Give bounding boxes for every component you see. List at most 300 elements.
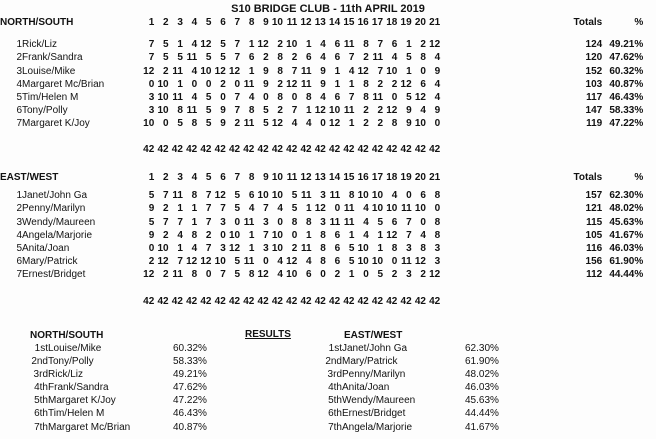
board-score: 12 xyxy=(157,256,169,268)
board-score: 5 xyxy=(148,190,155,202)
results-table xyxy=(0,342,237,434)
board-score: 5 xyxy=(205,52,212,64)
board-score: 1 xyxy=(248,39,255,51)
board-score: 12 xyxy=(143,65,155,77)
board-score: 0 xyxy=(291,92,298,104)
result-place: 1st xyxy=(328,343,342,354)
result-row xyxy=(295,407,529,420)
board-score: 4 xyxy=(191,92,198,104)
board-score: 8 xyxy=(277,52,283,64)
column-sum: 42 xyxy=(228,295,241,307)
column-sum: 42 xyxy=(400,143,412,155)
board-score: 5 xyxy=(163,52,169,64)
board-score: 3 xyxy=(220,216,226,228)
board-score: 12 xyxy=(329,118,341,130)
board-score: 4 xyxy=(348,65,355,77)
board-score: 7 xyxy=(205,243,212,255)
board-score: 4 xyxy=(320,39,326,51)
column-sum: 42 xyxy=(314,143,326,155)
pair-row xyxy=(0,189,643,202)
matrix-header-row xyxy=(0,171,643,184)
pair-percent: 45.63% xyxy=(609,216,644,228)
result-pair-name: Janet/John Ga xyxy=(342,343,408,354)
percent-header: % xyxy=(634,172,644,183)
pair-percent: 61.90% xyxy=(609,256,644,268)
page-title: S10 BRIDGE CLUB - 11th APRIL 2019 xyxy=(231,3,425,15)
board-score: 10 xyxy=(214,256,226,268)
board-score: 12 xyxy=(200,256,212,268)
column-sum: 42 xyxy=(314,295,326,307)
board-number-header: 20 xyxy=(414,17,426,28)
pair-rank: 2 xyxy=(16,52,22,64)
column-sum: 42 xyxy=(143,295,155,307)
board-score: 5 xyxy=(177,118,183,130)
board-score: 8 xyxy=(420,243,426,255)
board-score: 7 xyxy=(220,269,226,281)
board-score: 2 xyxy=(163,229,169,241)
column-sum: 42 xyxy=(243,295,255,307)
board-score: 4 xyxy=(248,203,255,215)
board-score: 1 xyxy=(306,203,312,215)
board-score: 6 xyxy=(248,190,255,202)
board-score: 7 xyxy=(205,216,212,228)
board-number-header: 7 xyxy=(234,172,241,183)
board-number-header: 7 xyxy=(234,17,241,28)
result-row xyxy=(295,394,529,407)
result-percent: 46.03% xyxy=(465,382,499,394)
board-score: 11 xyxy=(343,39,355,51)
board-score: 7 xyxy=(291,105,298,117)
pair-total: 147 xyxy=(585,105,603,117)
board-score: 7 xyxy=(263,229,269,241)
board-score: 4 xyxy=(191,243,198,255)
result-place: 4th xyxy=(34,382,48,394)
board-score: 2 xyxy=(234,118,241,130)
board-score: 7 xyxy=(234,92,241,104)
board-score: 5 xyxy=(220,52,226,64)
board-score: 5 xyxy=(177,52,183,64)
board-score: 12 xyxy=(314,105,326,117)
board-score: 9 xyxy=(320,78,326,90)
board-score: 7 xyxy=(291,65,298,77)
board-score: 4 xyxy=(291,118,298,130)
board-score: 10 xyxy=(157,78,169,90)
board-score: 10 xyxy=(257,190,269,202)
column-sum: 42 xyxy=(171,295,183,307)
board-score: 3 xyxy=(434,243,441,255)
result-pair-name: Rick/Liz xyxy=(48,369,84,381)
board-score: 0 xyxy=(391,92,398,104)
board-number-header: 19 xyxy=(400,172,412,183)
board-score: 6 xyxy=(306,269,312,281)
result-percent: 47.22% xyxy=(173,395,207,407)
pair-rank: 4 xyxy=(16,229,22,241)
board-score: 7 xyxy=(163,190,169,202)
board-score: 6 xyxy=(306,52,312,64)
result-pair-name: Tim/Helen M xyxy=(48,408,105,420)
pair-row xyxy=(0,51,643,64)
pair-rank: 1 xyxy=(16,190,22,202)
board-score: 8 xyxy=(434,216,441,228)
pair-name: Angela/Marjorie xyxy=(22,229,93,241)
board-score: 5 xyxy=(234,203,241,215)
board-number-header: 8 xyxy=(248,17,255,28)
board-score: 5 xyxy=(291,203,298,215)
board-score: 2 xyxy=(220,78,226,90)
board-score: 0 xyxy=(420,216,426,228)
board-score: 12 xyxy=(400,78,412,90)
board-score: 5 xyxy=(291,190,298,202)
board-score: 4 xyxy=(191,65,198,77)
board-score: 9 xyxy=(148,203,155,215)
section-heading: EAST/WEST xyxy=(0,172,59,183)
pair-rank: 3 xyxy=(16,65,22,77)
result-percent: 44.44% xyxy=(465,408,499,420)
board-score: 7 xyxy=(406,229,412,241)
board-score: 3 xyxy=(148,105,155,117)
board-score: 0 xyxy=(363,269,369,281)
column-sum: 42 xyxy=(429,143,441,155)
board-score: 3 xyxy=(406,269,412,281)
board-score: 0 xyxy=(263,92,269,104)
board-score: 10 xyxy=(371,190,384,202)
board-score: 3 xyxy=(320,190,326,202)
board-number-header: 17 xyxy=(371,17,384,28)
pair-rank: 2 xyxy=(16,203,22,215)
board-score: 4 xyxy=(363,229,369,241)
column-sum: 42 xyxy=(286,143,298,155)
board-score: 9 xyxy=(434,105,441,117)
board-score: 10 xyxy=(143,118,155,130)
pair-rank: 4 xyxy=(16,78,22,90)
board-number-header: 20 xyxy=(414,172,426,183)
board-score: 7 xyxy=(348,52,355,64)
board-score: 7 xyxy=(234,105,241,117)
board-number-header: 3 xyxy=(177,172,183,183)
board-score: 2 xyxy=(420,269,426,281)
board-score: 4 xyxy=(191,39,198,51)
board-score: 8 xyxy=(363,92,369,104)
board-score: 1 xyxy=(377,229,384,241)
board-score: 11 xyxy=(300,65,312,77)
totals-header: Totals xyxy=(573,172,603,183)
board-score: 10 xyxy=(386,203,398,215)
pair-name: Rick/Liz xyxy=(22,39,58,51)
board-score: 8 xyxy=(391,118,398,130)
column-sum: 42 xyxy=(271,295,283,307)
board-score: 8 xyxy=(191,229,198,241)
column-sum: 42 xyxy=(414,295,426,307)
result-pair-name: Margaret K/Joy xyxy=(48,395,116,407)
board-score: 9 xyxy=(406,118,412,130)
pair-name: Frank/Sandra xyxy=(22,52,83,64)
result-percent: 60.32% xyxy=(173,343,207,354)
board-score: 7 xyxy=(205,203,212,215)
board-number-header: 1 xyxy=(148,17,155,28)
board-score: 11 xyxy=(343,203,355,215)
board-score: 8 xyxy=(348,190,355,202)
pair-row xyxy=(0,229,643,242)
board-score: 2 xyxy=(377,78,384,90)
column-sum: 42 xyxy=(357,143,369,155)
pair-total: 121 xyxy=(585,203,603,215)
board-score: 7 xyxy=(163,216,169,228)
board-score: 4 xyxy=(248,92,255,104)
board-score: 11 xyxy=(243,216,255,228)
board-score: 8 xyxy=(363,78,369,90)
pair-name: Tony/Polly xyxy=(22,105,68,117)
pair-row xyxy=(0,216,643,229)
board-score: 9 xyxy=(263,78,269,90)
board-score: 11 xyxy=(343,216,355,228)
board-score: 1 xyxy=(334,65,341,77)
column-sum: 42 xyxy=(157,143,169,155)
board-score: 7 xyxy=(263,203,269,215)
board-number-header: 21 xyxy=(429,172,441,183)
board-score: 12 xyxy=(314,203,326,215)
board-score: 7 xyxy=(220,203,226,215)
board-score: 1 xyxy=(348,269,355,281)
result-percent: 46.43% xyxy=(173,408,207,420)
board-score: 2 xyxy=(277,78,283,90)
percent-header: % xyxy=(634,17,644,28)
board-score: 7 xyxy=(205,190,212,202)
result-percent: 48.02% xyxy=(465,369,499,381)
board-score: 0 xyxy=(148,243,155,255)
board-score: 8 xyxy=(320,256,326,268)
pair-total: 120 xyxy=(585,52,603,64)
board-score: 6 xyxy=(334,39,341,51)
board-score: 8 xyxy=(248,269,255,281)
board-score: 7 xyxy=(234,52,241,64)
result-place: 3rd xyxy=(33,369,48,381)
pair-rank: 1 xyxy=(16,39,22,51)
pair-percent: 46.03% xyxy=(609,243,644,255)
board-score: 12 xyxy=(414,92,426,104)
board-score: 8 xyxy=(191,269,198,281)
board-score: 11 xyxy=(186,52,198,64)
pair-total: 157 xyxy=(585,190,603,202)
board-score: 4 xyxy=(277,203,283,215)
board-score: 10 xyxy=(357,243,369,255)
result-pair-name: Anita/Joan xyxy=(342,382,390,394)
board-score: 0 xyxy=(434,118,441,130)
board-score: 0 xyxy=(220,229,226,241)
board-score: 7 xyxy=(377,65,384,77)
result-row xyxy=(0,394,237,407)
board-score: 9 xyxy=(406,105,412,117)
column-sum: 42 xyxy=(343,295,355,307)
board-score: 0 xyxy=(234,216,241,228)
board-score: 5 xyxy=(205,92,212,104)
pair-row xyxy=(0,202,643,215)
results-heading: RESULTS xyxy=(245,329,291,340)
board-score: 12 xyxy=(271,118,283,130)
board-score: 0 xyxy=(420,65,426,77)
board-score: 5 xyxy=(263,105,269,117)
column-sum: 42 xyxy=(171,143,183,155)
board-number-header: 9 xyxy=(263,17,269,28)
board-score: 11 xyxy=(401,203,412,215)
result-place: 6th xyxy=(34,408,48,420)
board-score: 0 xyxy=(320,269,326,281)
results-column-heading: EAST/WEST xyxy=(344,330,403,341)
pair-total: 116 xyxy=(586,243,603,255)
board-score: 5 xyxy=(263,118,269,130)
board-score: 5 xyxy=(205,105,212,117)
board-number-header: 12 xyxy=(300,172,312,183)
board-score: 12 xyxy=(257,39,269,51)
board-score: 12 xyxy=(228,65,241,77)
pair-total: 156 xyxy=(585,256,603,268)
board-score: 8 xyxy=(277,65,283,77)
board-score: 7 xyxy=(406,216,412,228)
board-number-header: 8 xyxy=(248,172,255,183)
board-score: 1 xyxy=(306,229,312,241)
result-percent: 47.62% xyxy=(173,382,207,394)
column-sum: 42 xyxy=(300,295,312,307)
board-score: 0 xyxy=(434,203,441,215)
board-score: 10 xyxy=(271,229,283,241)
result-percent: 49.21% xyxy=(173,369,207,381)
board-score: 7 xyxy=(377,39,384,51)
board-score: 8 xyxy=(363,39,369,51)
column-sum: 42 xyxy=(243,143,255,155)
pair-name: Margaret K/Joy xyxy=(22,118,90,130)
board-score: 4 xyxy=(420,229,426,241)
board-score: 6 xyxy=(248,52,255,64)
board-score: 5 xyxy=(220,39,226,51)
board-score: 12 xyxy=(257,269,269,281)
result-place: 7th xyxy=(328,421,342,433)
board-score: 0 xyxy=(163,118,169,130)
board-score: 1 xyxy=(334,78,341,90)
board-score: 2 xyxy=(263,52,269,64)
column-sum: 42 xyxy=(357,295,369,307)
board-score: 8 xyxy=(306,92,312,104)
board-score: 7 xyxy=(348,92,355,104)
board-score: 10 xyxy=(271,243,283,255)
pair-percent: 60.32% xyxy=(609,65,644,77)
column-sum: 42 xyxy=(186,143,198,155)
matrix-header-row xyxy=(0,16,643,29)
column-sum: 42 xyxy=(257,295,269,307)
board-score: 10 xyxy=(271,190,283,202)
board-score: 3 xyxy=(434,256,441,268)
column-sum: 42 xyxy=(271,143,283,155)
column-sum: 42 xyxy=(286,295,298,307)
board-number-header: 10 xyxy=(271,172,283,183)
board-score: 9 xyxy=(220,105,226,117)
pair-name: Janet/John Ga xyxy=(22,190,88,202)
board-score: 4 xyxy=(391,52,398,64)
board-score: 1 xyxy=(248,243,255,255)
board-score: 4 xyxy=(363,216,369,228)
pair-percent: 46.43% xyxy=(609,92,644,104)
board-score: 2 xyxy=(163,65,169,77)
pair-row xyxy=(0,104,643,117)
board-number-header: 15 xyxy=(343,17,355,28)
board-score: 10 xyxy=(157,243,169,255)
board-score: 2 xyxy=(334,269,341,281)
board-number-header: 21 xyxy=(429,17,441,28)
column-sum: 42 xyxy=(200,295,212,307)
board-score: 11 xyxy=(243,256,255,268)
column-sum: 42 xyxy=(214,143,226,155)
board-score: 1 xyxy=(177,243,183,255)
board-score: 8 xyxy=(291,216,298,228)
board-score: 12 xyxy=(357,65,369,77)
board-score: 2 xyxy=(391,78,398,90)
board-score: 5 xyxy=(406,52,412,64)
column-sum: 42 xyxy=(200,143,212,155)
board-number-header: 6 xyxy=(220,172,226,183)
board-score: 0 xyxy=(148,78,155,90)
board-number-header: 18 xyxy=(386,172,398,183)
board-score: 7 xyxy=(177,256,183,268)
board-score: 0 xyxy=(291,229,298,241)
board-score: 8 xyxy=(248,105,255,117)
pair-rank: 5 xyxy=(16,243,22,255)
results-table xyxy=(295,342,529,434)
result-row xyxy=(0,342,237,355)
board-score: 11 xyxy=(172,65,183,77)
result-row xyxy=(295,355,529,368)
board-score: 2 xyxy=(163,269,169,281)
board-number-header: 12 xyxy=(300,17,312,28)
result-pair-name: Louise/Mike xyxy=(48,343,102,354)
board-score: 6 xyxy=(334,256,341,268)
pair-percent: 47.22% xyxy=(609,118,644,130)
pair-total: 152 xyxy=(585,65,603,77)
board-score: 2 xyxy=(363,118,369,130)
board-score: 2 xyxy=(377,118,384,130)
board-score: 8 xyxy=(177,105,183,117)
board-number-header: 5 xyxy=(205,172,212,183)
pair-row xyxy=(0,117,643,130)
board-score: 1 xyxy=(191,216,198,228)
board-number-header: 15 xyxy=(343,172,355,183)
board-score: 4 xyxy=(306,256,312,268)
board-number-header: 4 xyxy=(191,172,198,183)
board-number-header: 4 xyxy=(191,17,198,28)
board-number-header: 11 xyxy=(286,172,298,183)
spacer-row xyxy=(0,131,643,143)
board-score: 11 xyxy=(300,243,312,255)
board-score: 3 xyxy=(148,92,155,104)
result-row xyxy=(0,368,237,381)
board-score: 8 xyxy=(391,243,398,255)
result-pair-name: Tony/Polly xyxy=(48,356,94,368)
board-score: 8 xyxy=(420,52,426,64)
column-sum: 42 xyxy=(400,295,412,307)
board-number-header: 19 xyxy=(400,17,412,28)
board-score: 2 xyxy=(163,203,169,215)
column-sum: 42 xyxy=(157,295,169,307)
board-score: 0 xyxy=(205,78,212,90)
pair-name: Margaret Mc/Brian xyxy=(22,78,105,90)
board-score: 4 xyxy=(277,269,283,281)
pair-percent: 48.02% xyxy=(609,203,644,215)
column-sum: 42 xyxy=(429,295,441,307)
pair-percent: 49.21% xyxy=(609,39,644,51)
board-score: 9 xyxy=(320,65,326,77)
board-score: 7 xyxy=(148,39,155,51)
board-score: 12 xyxy=(186,256,198,268)
column-sum: 42 xyxy=(329,295,341,307)
board-number-header: 17 xyxy=(371,172,384,183)
board-score: 1 xyxy=(306,39,312,51)
